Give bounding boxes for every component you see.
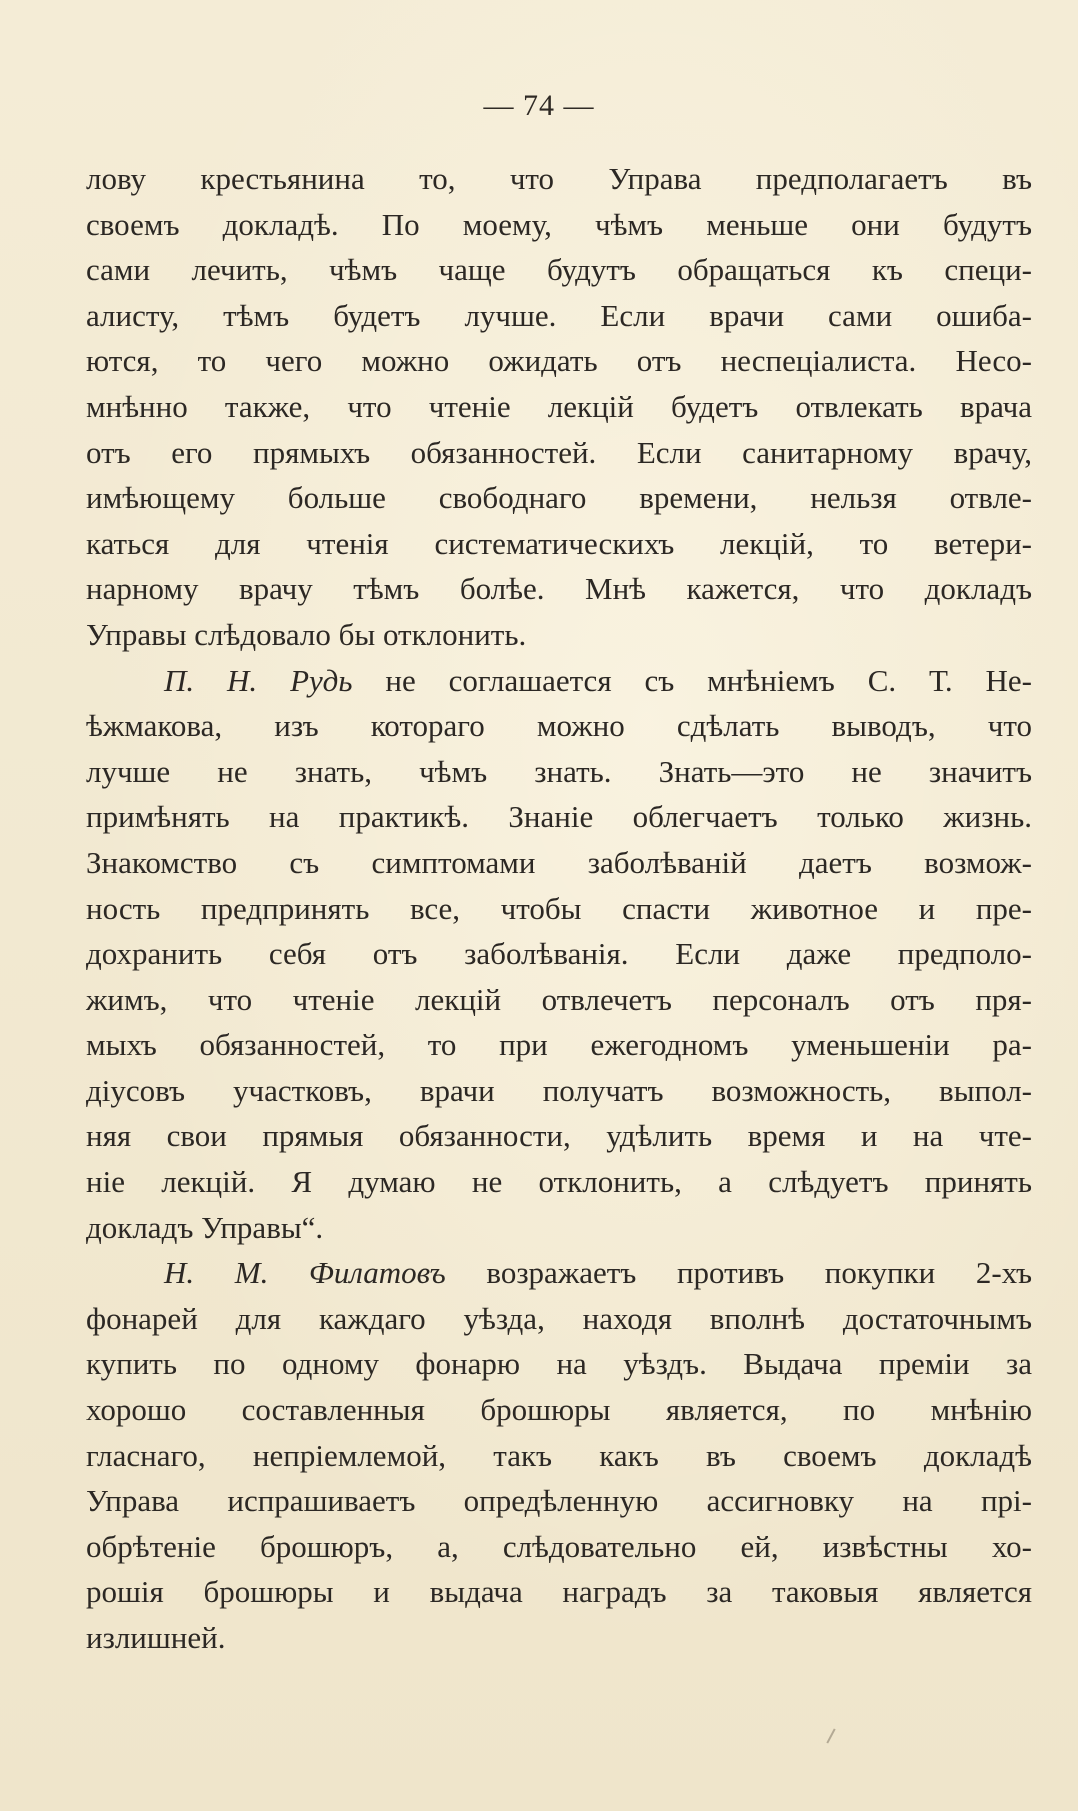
text-line: отъ его прямыхъ обязанностей. Если санитарному врачу, <box>86 434 1032 470</box>
text-line: ются, то чего можно ожидать отъ неспеціалиста. Несо- <box>86 343 1032 379</box>
text-line: рошія брошюры и выдача наградъ за таковыя является <box>86 1574 1032 1610</box>
text-line: ніе лекцій. Я думаю не отклонить, а слѣдуетъ принять <box>86 1164 1032 1200</box>
text-line: ность предпринять все, чтобы спасти животное и пре- <box>86 890 1032 926</box>
text-line: няя свои прямыя обязанности, удѣлить время и на чте- <box>86 1118 1032 1154</box>
text-line: обрѣтеніе брошюръ, а, слѣдовательно ей, извѣстны хо- <box>86 1528 1032 1564</box>
text-line: мыхъ обязанностей, то при ежегодномъ уменьшеніи ра- <box>86 1027 1032 1063</box>
paragraph <box>86 1250 1032 1660</box>
speaker-name: Н. М. Филатовъ <box>164 1255 446 1291</box>
text-line: своемъ докладѣ. По моему, чѣмъ меньше они будутъ <box>86 206 1032 242</box>
text-line: лучше не знать, чѣмъ знать. Знать—это не значитъ <box>86 753 1032 789</box>
text-line: каться для чтенія систематическихъ лекцій, то ветери- <box>86 525 1032 561</box>
text-line <box>86 658 1032 704</box>
text-line: сами лечить, чѣмъ чаще будутъ обращаться къ специ- <box>86 252 1032 288</box>
page-number: — 74 — <box>483 89 595 122</box>
text-line: алисту, тѣмъ будетъ лучше. Если врачи сами ошиба- <box>86 297 1032 333</box>
text-line: Управы слѣдовало бы отклонить. <box>86 616 527 652</box>
text-line: жимъ, что чтеніе лекцій отвлечетъ персоналъ отъ пря- <box>86 981 1032 1017</box>
text-line: Управа испрашиваетъ опредѣленную ассигновку на прі- <box>86 1483 1032 1519</box>
text-line: нарному врачу тѣмъ болѣе. Мнѣ кажется, что докладъ <box>86 571 1032 607</box>
text-line: діусовъ участковъ, врачи получатъ возможность, выпол- <box>86 1072 1032 1108</box>
text-line: лову крестьянина то, что Управа предполагаетъ въ <box>86 161 1032 196</box>
text-line: имѣющему больше свободнаго времени, нельзя отвле- <box>86 480 1032 516</box>
text-line <box>86 1250 1032 1296</box>
body-text <box>86 156 1032 1661</box>
text-line: ѣжмакова, изъ котораго можно сдѣлать выводъ, что <box>86 708 1032 744</box>
text-line: Знакомство съ симптомами заболѣваній даетъ возмож- <box>86 844 1032 880</box>
text-line: дохранить себя отъ заболѣванія. Если даже предполо- <box>86 936 1032 972</box>
paragraph <box>86 658 1032 1251</box>
text-line: излишней. <box>86 1620 226 1655</box>
text-line: гласнаго, непріемлемой, такъ какъ въ своемъ докладѣ <box>86 1437 1032 1473</box>
stray-pen-mark <box>826 1728 835 1743</box>
speaker-name: П. Н. Рудь <box>164 662 353 698</box>
text-line: докладъ Управы“. <box>86 1209 324 1245</box>
text-line: мнѣнно также, что чтеніе лекцій будетъ отвлекать врача <box>86 388 1032 424</box>
line-text: не соглашается съ мнѣніемъ С. Т. Не- <box>352 662 1032 698</box>
line-text: возражаетъ противъ покупки 2-хъ <box>445 1255 1032 1291</box>
text-line: примѣнять на практикѣ. Знаніе облегчаетъ только жизнь. <box>86 799 1032 835</box>
text-line: купить по одному фонарю на уѣздъ. Выдача преміи за <box>86 1346 1032 1382</box>
paragraph <box>86 156 1032 658</box>
text-line: хорошо составленныя брошюры является, по мнѣнію <box>86 1392 1032 1428</box>
text-line: фонарей для каждаго уѣзда, находя вполнѣ достаточнымъ <box>86 1300 1032 1336</box>
